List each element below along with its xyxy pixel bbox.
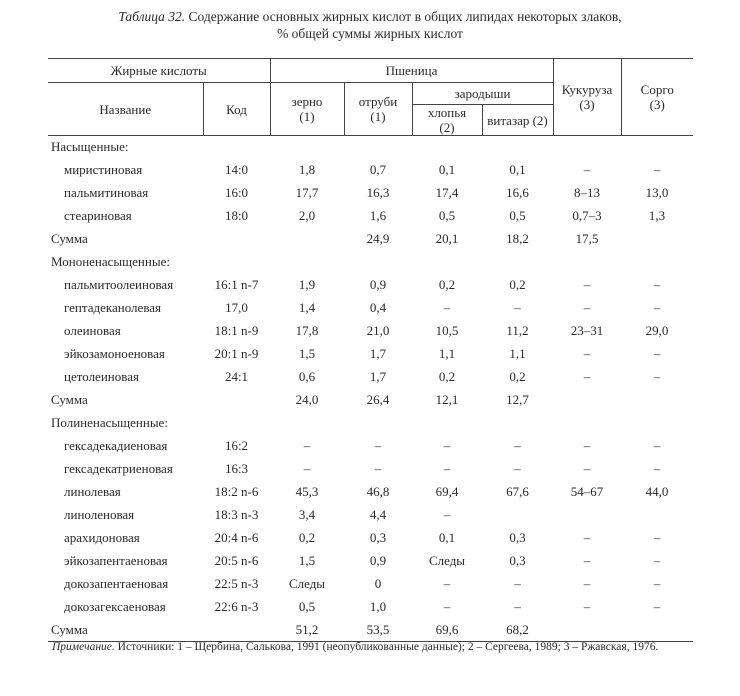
cell-vitazar: 0,5 [509,208,526,223]
cell-corn: – [583,369,591,384]
header-bran-ref: (1) [370,109,386,124]
table-row [48,274,693,297]
section-label: Насыщенные: [51,139,129,155]
cell-flakes: 0,1 [438,530,456,545]
cell-grain [270,228,344,251]
cell-corn: – [583,300,591,315]
cell-grain: 1,5 [298,553,316,568]
cell-name: Сумма [51,392,88,407]
header-vitazar: витазар (2) [482,105,553,136]
sum-row [48,389,693,412]
cell-sorghum: – [653,438,661,453]
cell-corn [553,504,621,527]
table-row [48,573,693,596]
table-row [48,481,693,504]
cell-flakes: Следы [428,553,466,568]
note-label: Примечание. [52,641,115,653]
cell-name: арахидоновая [64,530,140,545]
cell-code: 18:3 n-3 [214,507,259,522]
cell-grain: 0,6 [298,369,316,384]
cell-sorghum: – [653,346,661,361]
cell-code [203,228,270,251]
header-sorghum [621,59,693,136]
cell-sorghum [621,504,693,527]
cell-code: 16:3 [224,461,249,476]
cell-vitazar: 67,6 [506,484,529,499]
header-name: Название [48,83,203,136]
table-row [48,343,693,366]
header-grain-label: зерно [291,94,323,109]
cell-code: 20:4 n-6 [214,530,259,545]
cell-name: Сумма [51,231,88,246]
cell-name: пальмитиновая [64,185,149,200]
cell-code: 16:1 n-7 [214,277,259,292]
section-row [48,251,693,274]
header-sorghum-ref: (3) [649,97,665,112]
cell-vitazar: 0,2 [509,277,526,292]
cell-name: миристиновая [64,162,143,177]
header-grain [270,83,344,136]
cell-corn: – [583,162,591,177]
cell-bran: 0,7 [369,162,387,177]
cell-flakes: 69,4 [435,484,459,499]
header-sorghum-label: Сорго [640,82,674,97]
cell-name: цетолеиновая [64,369,139,384]
cell-bran: 53,5 [344,619,412,642]
cell-vitazar: – [514,461,521,476]
table-row [48,550,693,573]
table-row [48,504,693,527]
cell-flakes: 0,2 [438,277,456,292]
cell-grain: – [303,438,311,453]
table-row [48,205,693,228]
cell-corn: 17,5 [575,231,599,246]
cell-grain: 0,5 [298,599,316,614]
cell-code: 22:5 n-3 [214,576,259,591]
cell-vitazar: 18,2 [506,231,529,246]
cell-grain: Следы [288,576,326,591]
cell-corn [553,619,621,642]
cell-name: пальмитоолеиновая [64,277,174,292]
cell-name: гептадеканолевая [64,300,162,315]
cell-name: стеариновая [64,208,132,223]
cell-flakes: – [443,576,451,591]
cell-flakes: 0,1 [438,162,456,177]
cell-sorghum: – [653,369,661,384]
cell-sorghum: – [653,277,661,292]
table-row [48,596,693,619]
cell-code: 22:6 n-3 [214,599,259,614]
cell-corn: 0,7–3 [572,208,602,223]
cell-grain: 1,5 [298,346,316,361]
fatty-acids-table [48,58,693,642]
cell-code: 18:0 [224,208,249,223]
header-germ: зародыши [412,83,553,105]
cell-bran: 1,7 [369,369,387,384]
cell-code: 16:2 [224,438,249,453]
cell-sorghum: – [653,599,661,614]
table-caption [0,8,740,42]
section-row [48,136,693,159]
cell-name: олеиновая [64,323,121,338]
cell-grain: 3,4 [298,507,316,522]
cell-vitazar: 1,1 [509,346,526,361]
header-corn [553,59,621,136]
cell-bran: 16,3 [366,185,390,200]
header-grain-ref: (1) [299,109,315,124]
cell-corn: – [583,599,591,614]
table-row [48,435,693,458]
cell-sorghum [621,228,693,251]
cell-bran: 0,9 [369,553,387,568]
cell-sorghum: – [653,576,661,591]
cell-code: 18:1 n-9 [214,323,259,338]
table-row [48,182,693,205]
header-bran [344,83,412,136]
cell-flakes: 10,5 [435,323,459,338]
header-flakes [412,105,482,136]
cell-sorghum: – [653,553,661,568]
cell-sorghum: – [653,461,661,476]
header-flakes-label: хлопья [427,105,467,120]
cell-flakes: – [443,300,451,315]
table-body [48,136,693,642]
cell-corn: 23–31 [570,323,604,338]
cell-grain: – [303,461,311,476]
cell-corn: 54–67 [570,484,604,499]
table-row [48,320,693,343]
cell-sorghum [621,619,693,642]
cell-vitazar: – [514,576,521,591]
cell-vitazar: 0,3 [509,553,526,568]
cell-corn: – [583,346,591,361]
cell-code [203,619,270,642]
cell-code: 14:0 [224,162,249,177]
cell-name: линоленовая [64,507,135,522]
cell-grain: 51,2 [270,619,344,642]
cell-corn [553,389,621,412]
cell-sorghum: 1,3 [648,208,666,223]
cell-corn: – [583,277,591,292]
cell-sorghum: 13,0 [645,185,669,200]
cell-bran: 0,9 [369,277,387,292]
sum-row [48,619,693,642]
cell-sorghum: 44,0 [645,484,669,499]
cell-name: докозагексаеновая [64,599,166,614]
section-label: Мононенасыщенные: [51,254,170,269]
cell-code: 20:1 n-9 [214,346,259,361]
cell-bran: 1,0 [369,599,387,614]
cell-sorghum: – [653,162,661,177]
cell-flakes: 20,1 [435,231,459,246]
cell-corn: – [583,530,591,545]
cell-corn: – [583,461,591,476]
cell-bran: 21,0 [366,323,390,338]
cell-grain: 1,4 [298,300,316,315]
cell-name: Сумма [48,619,203,642]
cell-vitazar: 68,2 [482,619,553,642]
caption-line-1 [0,8,740,25]
cell-flakes: 0,5 [438,208,456,223]
table-row [48,366,693,389]
cell-flakes: 17,4 [435,185,459,200]
header-bran-label: отруби [358,94,398,109]
cell-flakes: – [443,461,451,476]
cell-vitazar: 0,2 [509,369,526,384]
cell-sorghum [621,389,693,412]
cell-grain: 17,8 [295,323,319,338]
sum-row [48,228,693,251]
cell-name: эйкозапентаеновая [64,553,168,568]
cell-bran: 24,9 [366,231,390,246]
cell-vitazar: 11,2 [506,323,529,338]
cell-bran: 0,4 [369,300,387,315]
cell-bran: 1,7 [369,346,387,361]
cell-code: 20:5 n-6 [214,553,259,568]
cell-sorghum: – [653,300,661,315]
cell-corn: – [583,576,591,591]
section-label: Полиненасыщенные: [51,415,168,430]
header-corn-ref: (3) [579,97,595,112]
cell-corn: – [583,438,591,453]
cell-grain: 0,2 [298,530,316,545]
cell-code: 16:0 [224,185,249,200]
cell-flakes: 69,6 [412,619,482,642]
cell-code: 24:1 [224,369,249,384]
cell-flakes: – [443,599,451,614]
cell-vitazar: – [514,599,521,614]
cell-grain: 2,0 [298,208,316,223]
cell-vitazar: 12,7 [506,392,529,407]
cell-bran: – [374,438,382,453]
cell-name: эйкозамоноеновая [64,346,165,361]
cell-corn: – [583,553,591,568]
cell-grain: 1,8 [298,162,316,177]
cell-name: гексадекатриеновая [64,461,173,476]
table-row [48,297,693,320]
header-corn-label: Кукуруза [561,82,613,97]
caption-label: Таблица 32. [118,9,186,24]
cell-vitazar: 0,1 [509,162,526,177]
cell-code [203,389,270,412]
cell-flakes: 0,2 [438,369,456,384]
header-fatty-acids: Жирные кислоты [48,59,270,83]
cell-bran: – [374,461,382,476]
cell-vitazar: 16,6 [506,185,529,200]
cell-sorghum: 29,0 [645,323,669,338]
cell-bran: 4,4 [369,507,387,522]
table-note [52,640,702,655]
table-row [48,458,693,481]
cell-flakes: – [443,438,451,453]
cell-bran: 26,4 [366,392,390,407]
cell-grain: 24,0 [295,392,319,407]
cell-bran: 0 [374,576,382,591]
table-row [48,527,693,550]
header-wheat: Пшеница [270,59,553,83]
table-row [48,159,693,182]
cell-grain: 45,3 [295,484,319,499]
cell-vitazar: – [514,438,521,453]
cell-corn: 8–13 [574,185,600,200]
cell-flakes: 12,1 [435,392,459,407]
cell-flakes: 1,1 [438,346,456,361]
cell-grain: 1,9 [298,277,316,292]
cell-bran: 46,8 [366,484,390,499]
cell-vitazar: – [514,300,521,315]
cell-code: 18:2 n-6 [214,484,259,499]
cell-name: докозапентаеновая [64,576,169,591]
cell-name: гексадекадиеновая [64,438,168,453]
header-flakes-ref: (2) [439,120,455,135]
cell-code: 17,0 [225,300,248,315]
header-code: Код [203,83,270,136]
caption-title: Содержание основных жирных кислот в общих липидах некоторых злаков, [185,9,622,24]
cell-flakes: – [443,507,451,522]
cell-grain: 17,7 [295,185,319,200]
cell-name: линолевая [64,484,121,499]
note-text: Источники: 1 – Щербина, Салькова, 1991 (неопубликованные данные); 2 – Сергеева, 1989; 3 – Ржавская, 1976. [114,641,659,653]
section-row [48,412,693,435]
cell-vitazar: 0,3 [509,530,526,545]
caption-subtitle: % общей суммы жирных кислот [277,26,463,41]
cell-bran: 1,6 [369,208,387,223]
cell-sorghum: – [653,530,661,545]
cell-bran: 0,3 [369,530,387,545]
cell-vitazar [482,504,553,527]
